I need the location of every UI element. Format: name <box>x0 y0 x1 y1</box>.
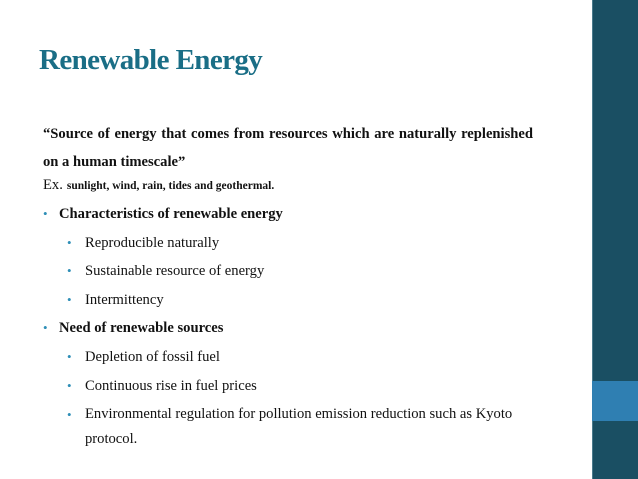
bullet-icon: • <box>43 320 48 335</box>
list-item-text: Environmental regulation for pollution emission reduction such as Kyoto protocol. <box>85 406 513 447</box>
definition-quote: “Source of energy that comes from resources which are naturally replenished on a human timescale” <box>43 126 533 170</box>
example-label: Ex. <box>43 177 63 193</box>
bullet-icon: • <box>43 206 48 221</box>
bullet-icon: • <box>67 235 72 250</box>
bullet-icon: • <box>67 349 72 364</box>
sidebar-accent-block <box>592 381 638 421</box>
list-item-text: Depletion of fossil fuel <box>85 349 220 365</box>
list-item-text: Reproducible naturally <box>85 235 220 251</box>
list-item-text: Continuous rise in fuel prices <box>85 378 257 394</box>
list-item-text: Intermittency <box>85 292 164 308</box>
list-item-text: Sustainable resource of energy <box>85 263 265 279</box>
slide-title: Renewable Energy <box>39 44 263 76</box>
bullet-icon: • <box>67 378 72 393</box>
example-text: sunlight, wind, rain, tides and geothermal. <box>66 180 275 192</box>
section-heading-text: Characteristics of renewable energy <box>59 206 283 222</box>
bullet-icon: • <box>67 263 72 278</box>
bullet-icon: • <box>67 292 72 307</box>
example-line <box>43 176 274 194</box>
section-heading-text: Need of renewable sources <box>59 320 224 336</box>
bullet-icon: • <box>67 407 72 422</box>
